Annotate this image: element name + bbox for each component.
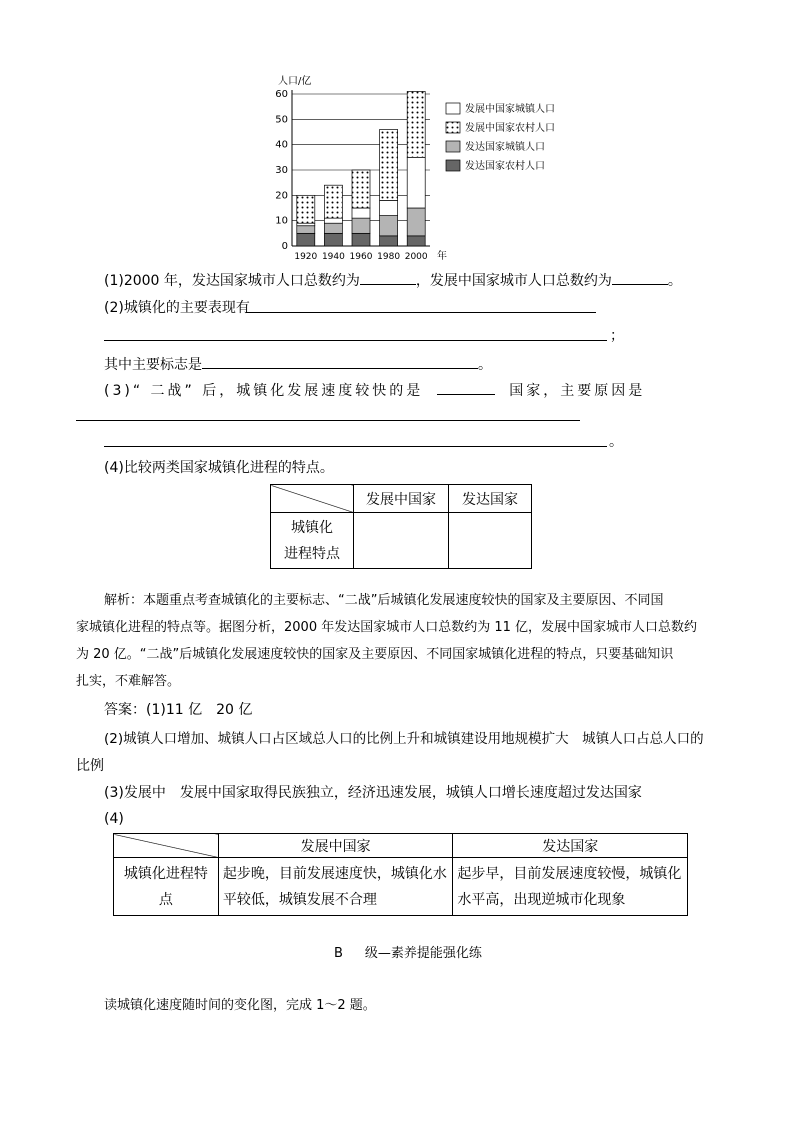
- legend-swatch: [446, 122, 460, 133]
- q3-blank-3[interactable]: [104, 446, 607, 447]
- bar-segment: [352, 218, 370, 233]
- q3-text-a: (3)“ 二战” 后，城镇化发展速度较快的是: [104, 383, 424, 399]
- y-tick-label: 0: [281, 241, 288, 252]
- section-b-letter: B: [334, 946, 343, 961]
- question-3: [104, 380, 645, 401]
- y-tick-label: 60: [275, 89, 288, 100]
- analysis-text-1: 本题重点考查城镇化的主要标志、“二战”后城镇化发展速度较快的国家及主要原因、不同国: [143, 593, 664, 608]
- bar-segment: [380, 129, 398, 200]
- analysis-line-1: [104, 591, 664, 611]
- question-2: [104, 298, 250, 318]
- population-chart: [260, 70, 600, 265]
- bar-segment: [297, 233, 315, 246]
- answer-table-corner: [114, 834, 219, 858]
- q1-blank-1[interactable]: [360, 270, 416, 285]
- x-tick-label: 1980: [377, 252, 401, 262]
- q1-text-a: (1)2000 年，发达国家城市人口总数约为: [104, 273, 360, 289]
- bar-segment: [380, 216, 398, 236]
- answer-row-label: 城镇化进程特点: [114, 858, 219, 916]
- y-axis-label: 人口/亿: [278, 76, 312, 87]
- answer-3: (3)发展中 发展中国家取得民族独立，经济迅速发展，城镇人口增长速度超过发达国家: [104, 785, 642, 801]
- bar-segment: [352, 233, 370, 246]
- answer-cell-developing: 起步晚，目前发展速度快，城镇化水平较低，城镇发展不合理: [218, 858, 453, 916]
- q4-row-label-1: 城镇化: [291, 519, 333, 536]
- analysis-line-2: 家城镇化进程的特点等。据图分析，2000 年发达国家城市人口总数约为 11 亿，发展中国家城市人口总数约: [76, 620, 698, 635]
- x-tick-label: 1960: [349, 252, 373, 262]
- bar-segment: [324, 223, 342, 233]
- q2-blank-2[interactable]: [104, 340, 607, 341]
- q2-sign-label: [104, 354, 492, 375]
- q4-cell-developing[interactable]: [354, 513, 449, 569]
- answer-cell-developed: 起步早，目前发展速度较慢，城镇化水平高，出现逆城市化现象: [453, 858, 688, 916]
- analysis-line-4: 扎实，不难解答。: [76, 674, 181, 689]
- legend-label: 发达国家城镇人口: [465, 142, 545, 153]
- answer-table: [113, 833, 688, 916]
- q1-text-b: ，发展中国家城市人口总数约为: [415, 273, 612, 289]
- bar-segment: [407, 157, 425, 208]
- section-b-heading: [334, 944, 482, 964]
- q4-cell-developed[interactable]: [449, 513, 532, 569]
- legend-swatch: [446, 141, 460, 152]
- q2-text-a: (2)城镇化的主要表现有: [104, 300, 250, 316]
- bar-segment: [352, 170, 370, 208]
- y-tick-label: 10: [275, 215, 288, 227]
- q1-text-c: 。: [667, 273, 682, 289]
- x-axis-label: 年: [437, 251, 447, 262]
- q4-table-corner: [271, 485, 354, 513]
- x-tick-label: 2000: [404, 252, 428, 262]
- q2-text-b: 其中主要标志是: [104, 357, 202, 373]
- answer-col-developed: 发达国家: [453, 834, 688, 858]
- x-tick-label: 1940: [321, 252, 345, 262]
- bar-segment: [407, 236, 425, 246]
- y-tick-label: 30: [275, 165, 288, 176]
- answer-4-label: (4): [104, 811, 124, 827]
- q4-row-label-2: 进程特点: [284, 545, 340, 562]
- legend-label: 发展中国家农村人口: [465, 123, 555, 134]
- y-tick-label: 20: [275, 190, 288, 202]
- bar-segment: [352, 208, 370, 218]
- q4-col-developing: 发展中国家: [354, 485, 449, 513]
- answer-2-line-2: 比例: [76, 758, 104, 774]
- analysis-label: 解析：: [104, 593, 144, 608]
- answer-1: 答案：(1)11 亿 20 亿: [104, 702, 253, 718]
- bar-segment: [324, 233, 342, 246]
- bar-segment: [297, 226, 315, 234]
- q4-table: [270, 484, 532, 569]
- question-4: (4)比较两类国家城镇化进程的特点。: [104, 460, 334, 476]
- y-tick-label: 40: [275, 139, 288, 151]
- q3-end: 。: [609, 434, 623, 450]
- q2-blank-1[interactable]: [246, 312, 596, 313]
- q4-row-label: [271, 513, 354, 569]
- answer-2-line-1: (2)城镇人口增加、城镇人口占区域总人口的比例上升和城镇建设用地规模扩大 城镇人口占总人口的: [104, 731, 704, 747]
- analysis-line-3: 为 20 亿。“二战”后城镇化发展速度较快的国家及主要原因、不同国家城镇化进程的特点，只要基础知识: [76, 647, 674, 662]
- q2-semicolon: ；: [610, 328, 624, 344]
- x-tick-label: 1920: [294, 252, 318, 262]
- q2-text-c: 。: [478, 357, 492, 373]
- legend-label: 发达国家农村人口: [465, 161, 545, 172]
- legend-swatch: [446, 160, 460, 171]
- bar-segment: [324, 185, 342, 218]
- legend-swatch: [446, 103, 460, 114]
- q4-col-developed: 发达国家: [449, 485, 532, 513]
- y-tick-label: 50: [275, 114, 288, 126]
- q3-text-b: 国家，主要原因是: [509, 383, 646, 399]
- q2-blank-3[interactable]: [202, 354, 478, 369]
- question-1: [104, 270, 682, 291]
- answer-col-developing: 发展中国家: [218, 834, 453, 858]
- bar-segment: [297, 223, 315, 226]
- section-b-title: 级—素养提能强化练: [364, 946, 482, 961]
- bar-segment: [380, 236, 398, 246]
- bar-segment: [297, 195, 315, 223]
- bar-segment: [407, 208, 425, 236]
- bar-segment: [324, 218, 342, 223]
- q3-blank-2[interactable]: [76, 420, 580, 421]
- legend-label: 发展中国家城镇人口: [465, 104, 555, 115]
- q1-blank-2[interactable]: [612, 270, 668, 285]
- bar-segment: [407, 91, 425, 157]
- q3-blank-1[interactable]: [437, 380, 495, 395]
- bar-segment: [380, 200, 398, 215]
- section-b-intro: 读城镇化速度随时间的变化图，完成 1～2 题。: [104, 998, 376, 1013]
